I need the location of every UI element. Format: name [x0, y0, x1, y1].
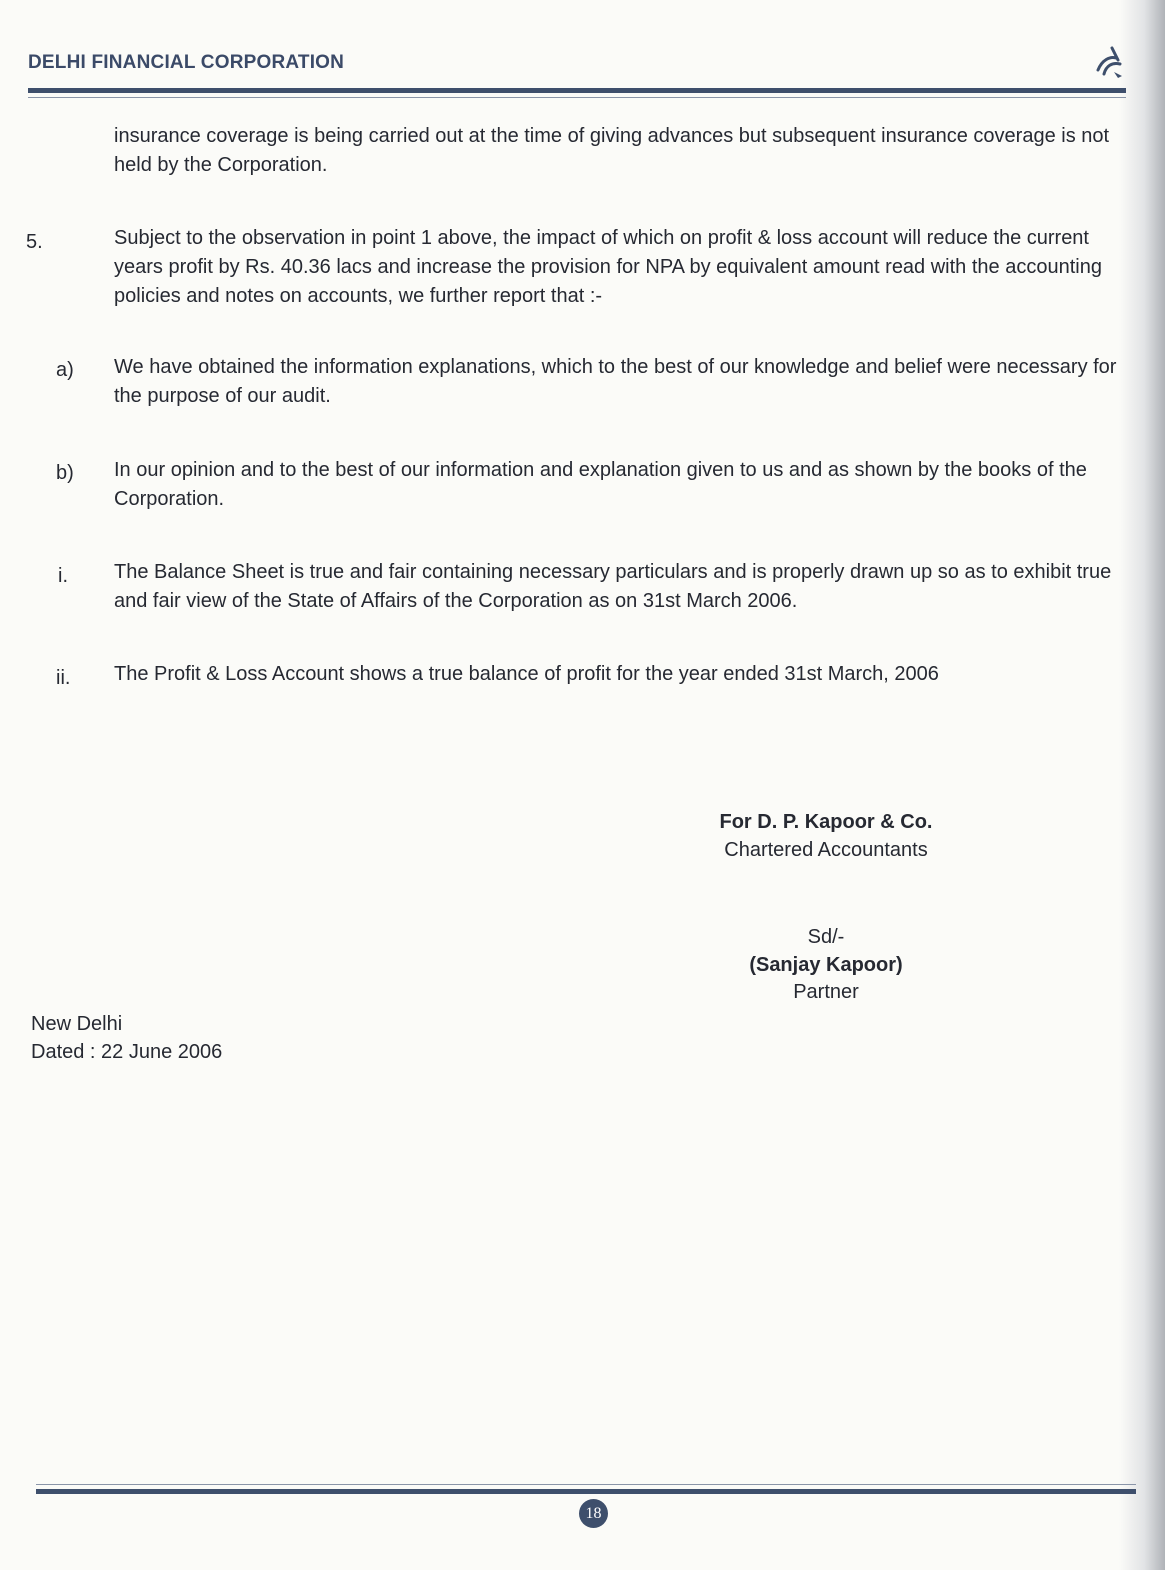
item-a-text: We have obtained the information explanations, which to the best of our knowledge and belief were necessary for the purpose of our audit.	[114, 356, 1117, 407]
item-i-marker: i.	[58, 565, 68, 587]
item-a-marker: a)	[56, 359, 74, 381]
dfc-logo-icon	[1092, 44, 1126, 80]
footer-rule-thin	[36, 1484, 1136, 1485]
point-5-text: Subject to the observation in point 1 above, the impact of which on profit & loss account will reduce the current years profit by Rs. 40.36 lacs and increase the provision for NPA by equivalent amount read with the accounting policies and notes on accounts, we further report that :-	[114, 227, 1102, 307]
signatory-designation: Partner	[793, 981, 859, 1003]
continuation-paragraph: insurance coverage is being carried out at the time of giving advances but subsequent insurance coverage is not held by the Corporation.	[114, 125, 1110, 176]
header-rule-thin	[28, 97, 1126, 98]
point-5-number: 5.	[26, 231, 43, 253]
header-title: DELHI FINANCIAL CORPORATION	[28, 52, 345, 73]
item-ii-text: The Profit & Loss Account shows a true balance of profit for the year ended 31st March, 2006	[114, 663, 939, 685]
signatory-name: (Sanjay Kapoor)	[749, 954, 903, 976]
item-ii-marker: ii.	[56, 667, 71, 689]
footer-rule	[36, 1489, 1136, 1494]
firm-type: Chartered Accountants	[724, 839, 928, 861]
place: New Delhi	[31, 1013, 123, 1035]
firm-name: For D. P. Kapoor & Co.	[719, 811, 933, 833]
header-rule	[28, 88, 1126, 93]
date: Dated : 22 June 2006	[31, 1041, 223, 1063]
item-i-text: The Balance Sheet is true and fair containing necessary particulars and is properly drawn up so as to exhibit true and fair view of the State of Affairs of the Corporation as on 31st March 2006.	[114, 561, 1112, 612]
item-b-text: In our opinion and to the best of our information and explanation given to us and as shown by the books of the Corporation.	[114, 459, 1087, 510]
signed-mark: Sd/-	[807, 926, 845, 948]
page-number: 18	[579, 1499, 608, 1528]
item-b-marker: b)	[56, 462, 74, 484]
